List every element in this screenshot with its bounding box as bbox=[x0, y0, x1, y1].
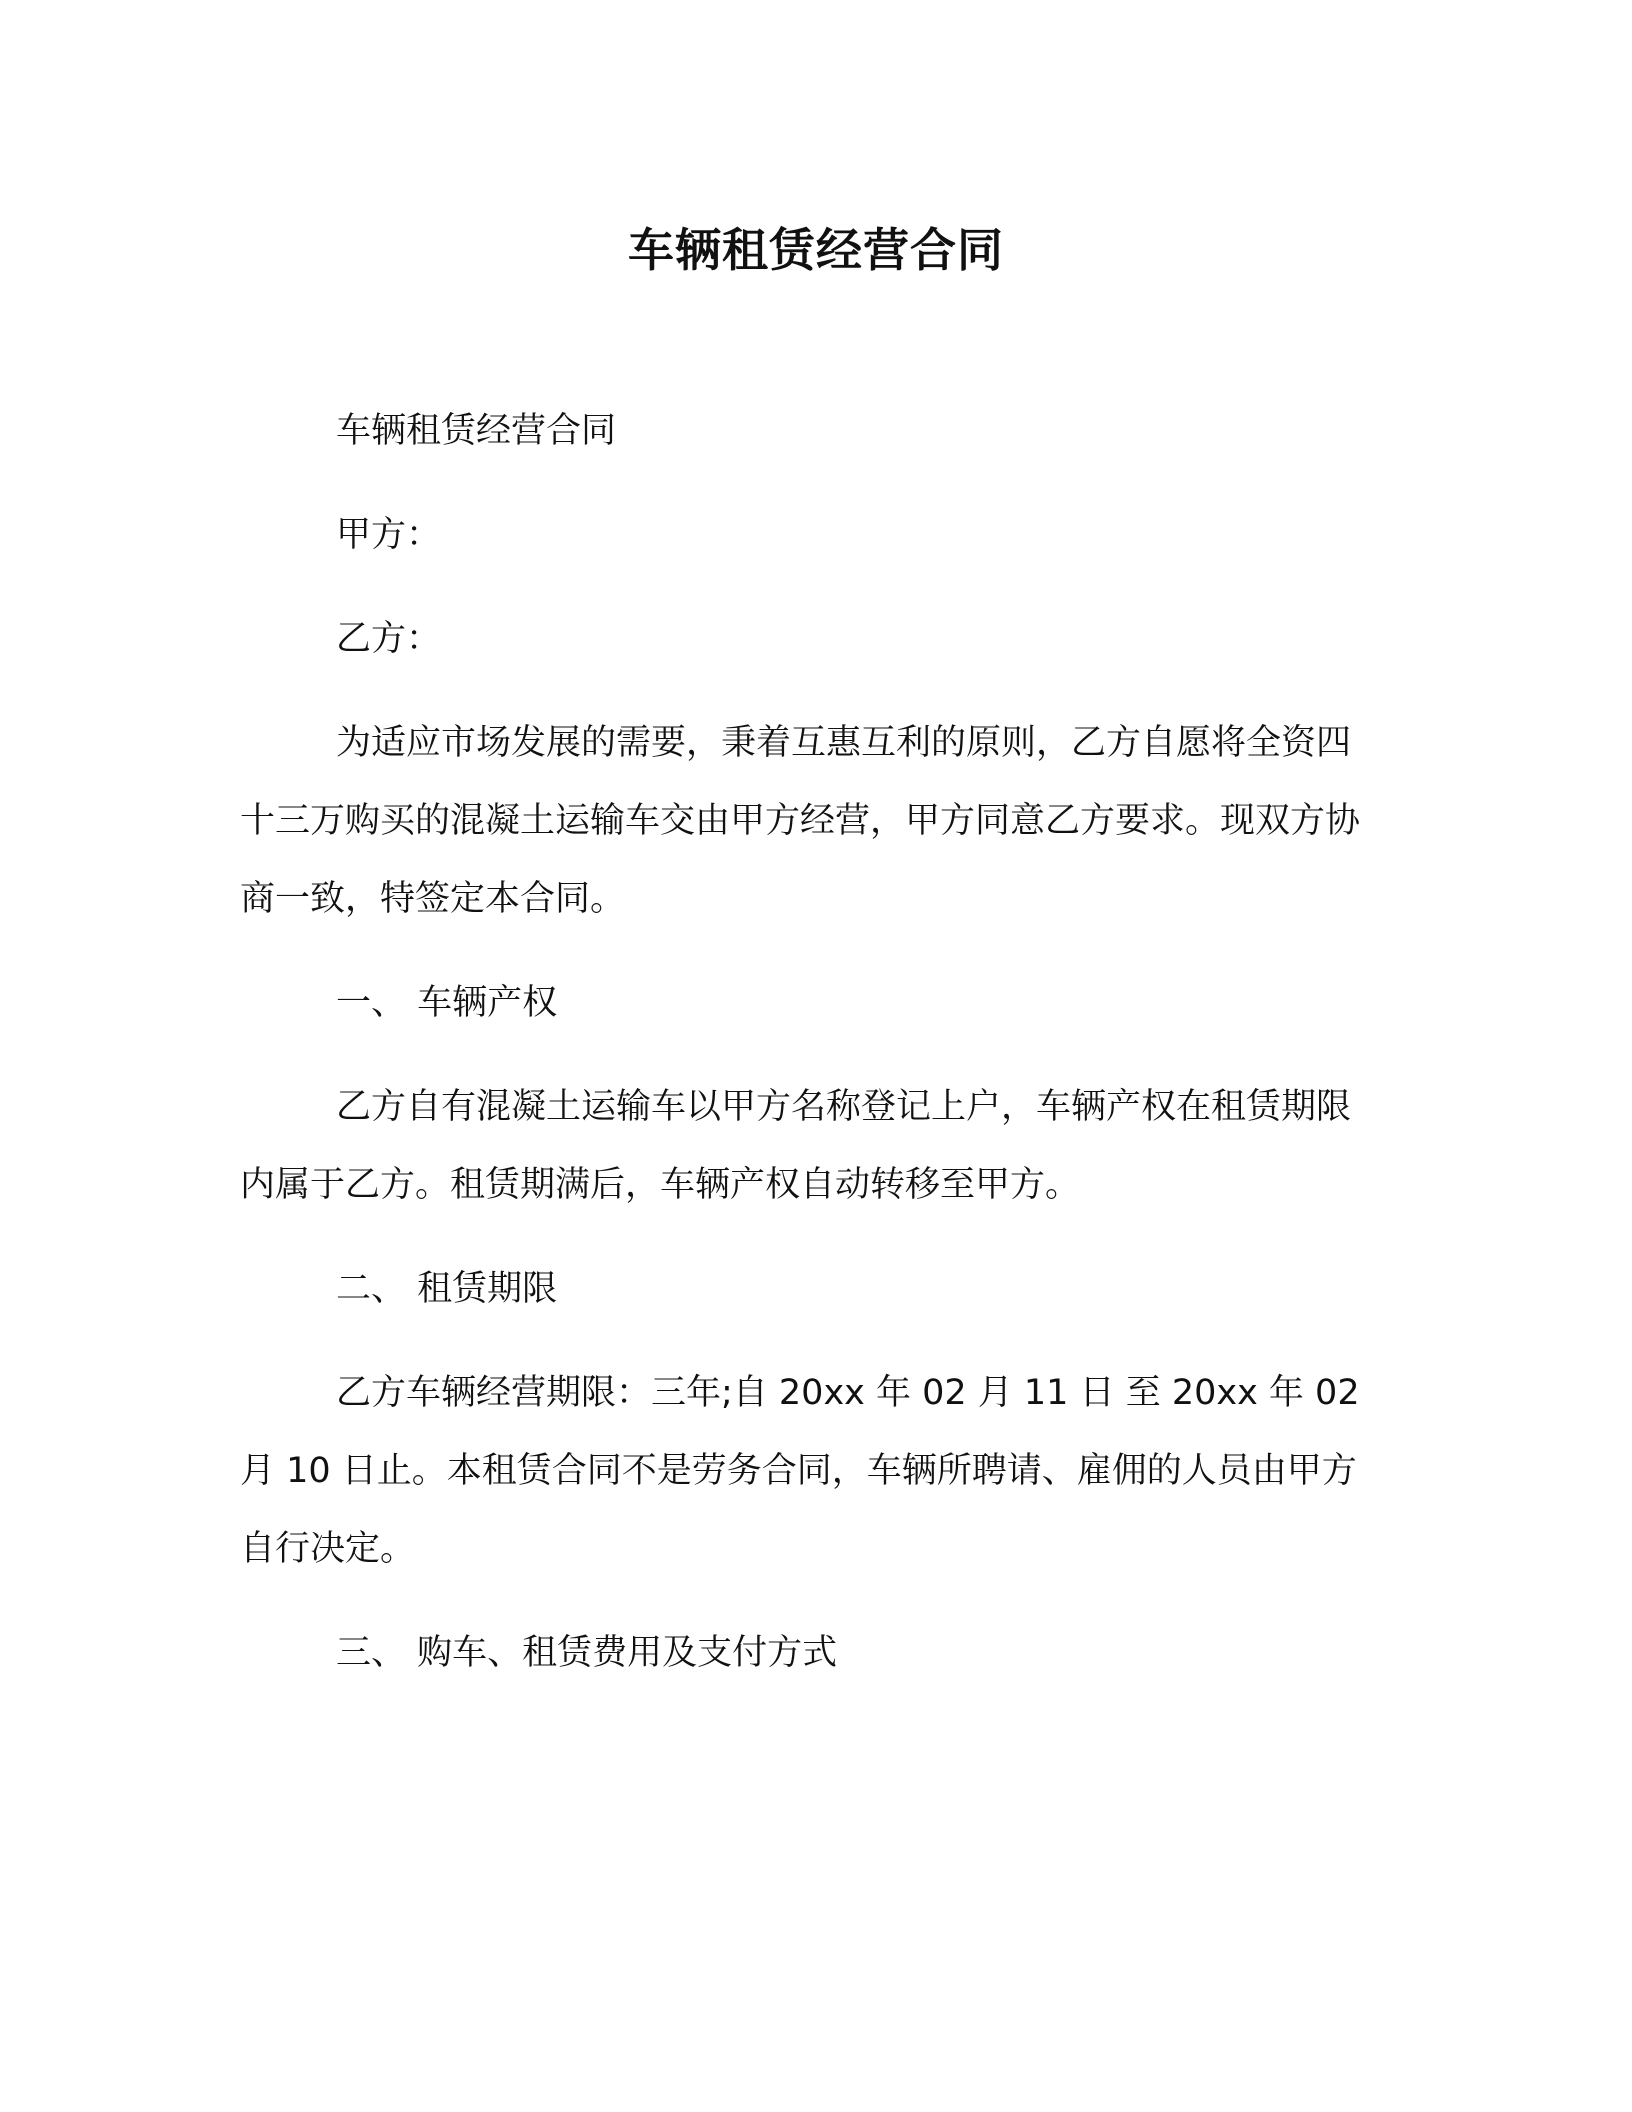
document-body bbox=[240, 392, 1380, 1718]
vehicle-ownership-paragraph: 乙方自有混凝土运输车以甲方名称登记上户，车辆产权在租赁期限内属于乙方。租赁期满后，车辆产权自动转移至甲方。 bbox=[240, 1087, 1352, 1205]
lease-term-paragraph: 乙方车辆经营期限：三年;自 20xx 年 02 月 11 日 至 20xx 年 02 月 10 日止。本租赁合同不是劳务合同，车辆所聘请、雇佣的人员由甲方自行决定。 bbox=[240, 1373, 1360, 1569]
subtitle-paragraph: 车辆租赁经营合同 bbox=[336, 411, 617, 451]
section-heading-vehicle-ownership: 一、 车辆产权 bbox=[336, 983, 558, 1023]
document-title: 车辆租赁经营合同 bbox=[628, 223, 1004, 277]
party-a-line: 甲方： bbox=[336, 515, 442, 555]
section-heading-fees-payment: 三、 购车、租赁费用及支付方式 bbox=[336, 1633, 838, 1673]
preamble-paragraph: 为适应市场发展的需要，秉着互惠互利的原则，乙方自愿将全资四十三万购买的混凝土运输车交由甲方经营，甲方同意乙方要求。现双方协商一致，特签定本合同。 bbox=[240, 723, 1361, 919]
party-b-line: 乙方： bbox=[336, 619, 442, 659]
section-heading-lease-term: 二、 租赁期限 bbox=[336, 1269, 558, 1309]
